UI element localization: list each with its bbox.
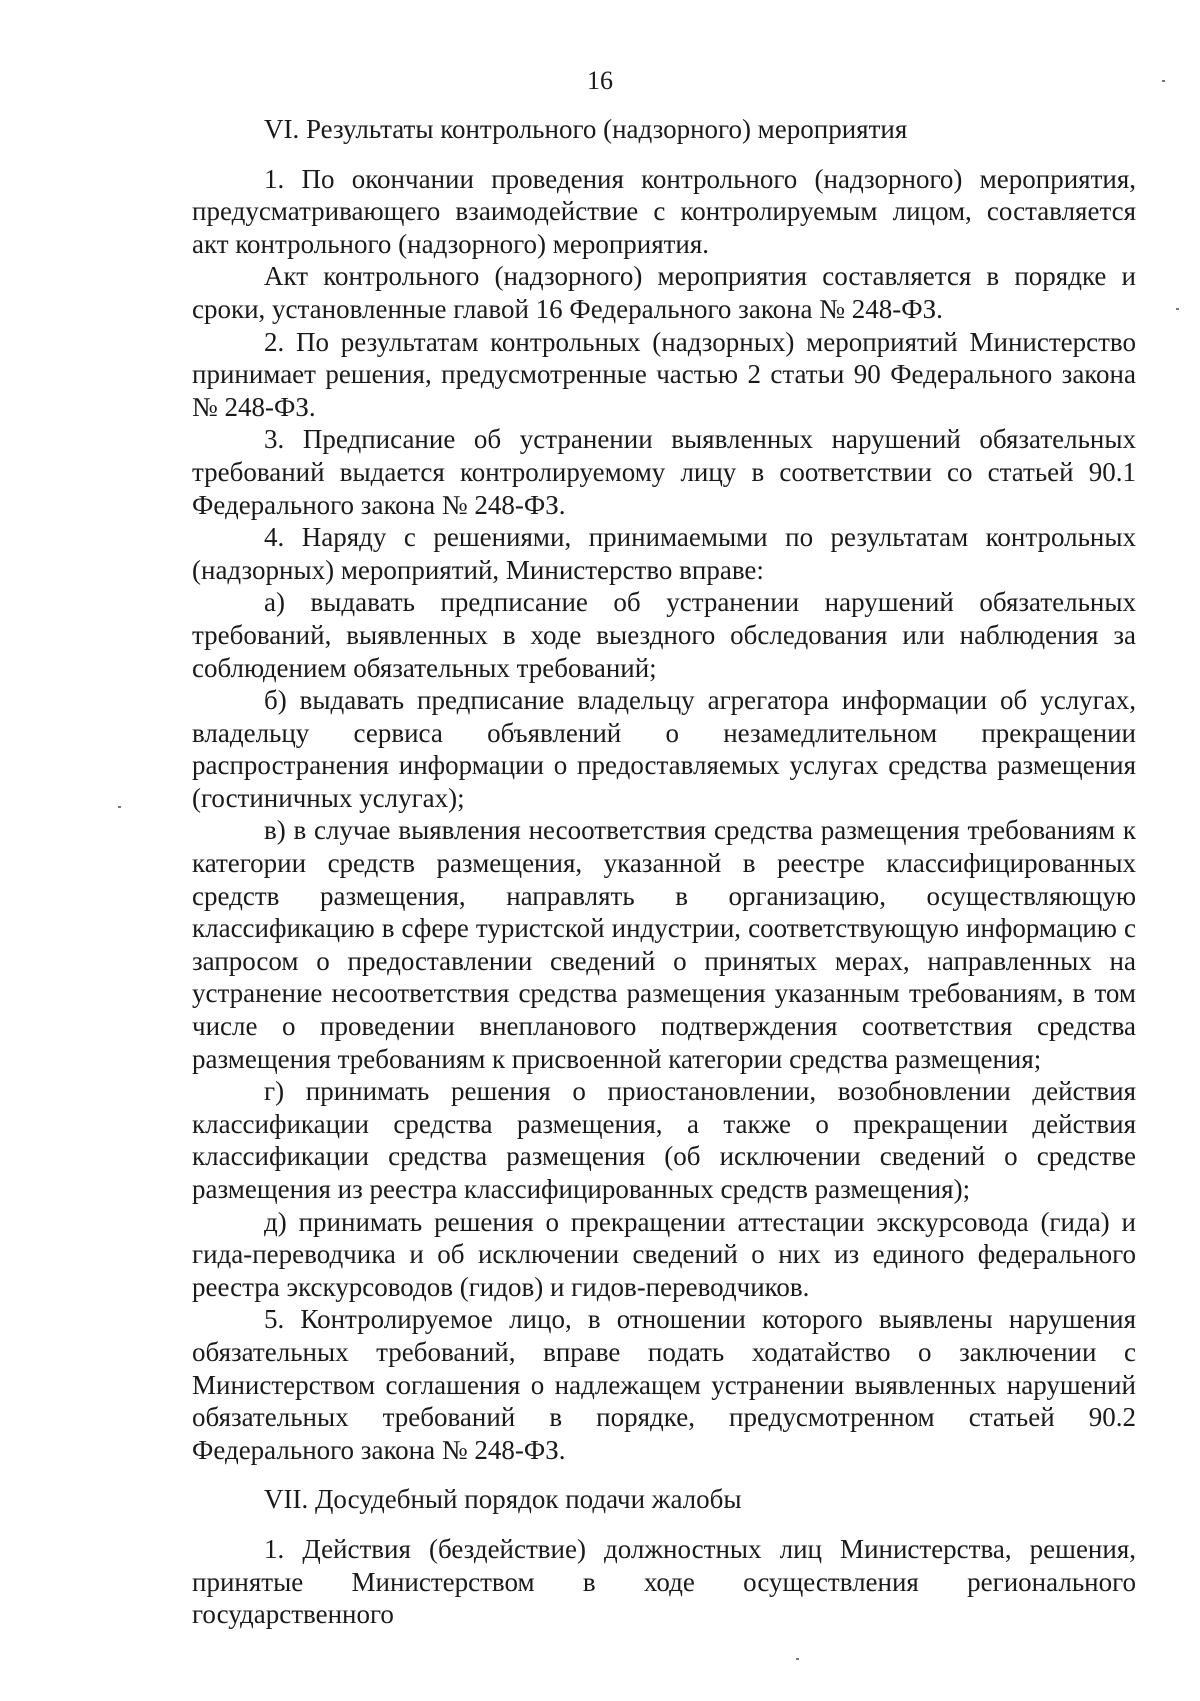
section-6-heading: VI. Результаты контрольного (надзорного) мероприятия — [264, 114, 908, 144]
paragraph-6-1: 1. По окончании проведения контрольного (надзорного) мероприятия, предусматривающего взаимодействие с контролируемым лицом, составляется акт контрольного (надзорного) мероприятия. — [192, 163, 1136, 259]
scan-speck — [118, 806, 121, 808]
paragraph-6-5: 5. Контролируемое лицо, в отношении которого выявлены нарушения обязательных требований, вправе подать ходатайство о заключении с Министерством соглашения о надлежащем устранении выявленных нарушений обязательных требований в порядке, предусмотренном статьей 90.2 Федерального закона № 248-ФЗ. — [192, 1304, 1136, 1465]
page-number: 16 — [587, 66, 613, 95]
paragraph-7-1: 1. Действия (бездействие) должностных лиц Министерства, решения, принятые Министерством в ходе осуществления регионального государственного — [192, 1533, 1136, 1630]
paragraph-6-1-act: Акт контрольного (надзорного) мероприятия составляется в порядке и сроки, установленные главой 16 Федерального закона № 248-ФЗ. — [192, 261, 1136, 324]
paragraph-6-3: 3. Предписание об устранении выявленных нарушений обязательных требований выдается контролируемому лицу в соответствии со статьей 90.1 Федерального закона № 248-ФЗ. — [192, 424, 1136, 520]
paragraph-6-4-d: д) принимать решения о прекращении аттестации экскурсовода (гида) и гида-переводчика и об исключении сведений о них из единого федерального реестра экскурсоводов (гидов) и гидов-переводчиков. — [192, 1206, 1136, 1302]
section-7-heading: VII. Досудебный порядок подачи жалобы — [264, 1484, 742, 1515]
document-body — [192, 113, 1136, 1631]
paragraph-6-4: 4. Наряду с решениями, принимаемыми по результатам контрольных (надзорных) мероприятий, Министерство вправе: — [192, 522, 1136, 585]
paragraph-6-4-v: в) в случае выявления несоответствия средства размещения требованиям к категории средств размещения, указанной в реестре классифицированных средств размещения, направлять в организацию, осуществляющую классификацию в сфере туристской индустрии, соответствующую информацию с запросом о предоставлении сведений о принятых мерах, направленных на устранение несоответствия средства размещения указанным требованиям, в том числе о проведении внепланового подтверждения соответствия средства размещения требованиям к присвоенной категории средства размещения; — [192, 815, 1136, 1074]
paragraph-6-4-b: б) выдавать предписание владельцу агрегатора информации об услугах, владельцу сервиса объявлений о незамедлительном прекращении распространения информации о предоставляемых услугах средства размещения (гостиничных услугах); — [192, 685, 1136, 813]
paragraph-6-4-a: а) выдавать предписание об устранении нарушений обязательных требований, выявленных в ходе выездного обследования или наблюдения за соблюдением обязательных требований; — [192, 587, 1136, 683]
paragraph-6-4-g: г) принимать решения о приостановлении, возобновлении действия классификации средства размещения, а также о прекращении действия классификации средства размещения (об исключении сведений о средстве размещения из реестра классифицированных средств размещения); — [192, 1076, 1136, 1204]
scan-speck — [1162, 80, 1165, 82]
paragraph-6-2: 2. По результатам контрольных (надзорных) мероприятий Министерство принимает решения, предусмотренные частью 2 статьи 90 Федерального закона № 248-ФЗ. — [192, 326, 1136, 422]
scan-speck — [1176, 308, 1179, 310]
scan-speck — [796, 1658, 799, 1660]
